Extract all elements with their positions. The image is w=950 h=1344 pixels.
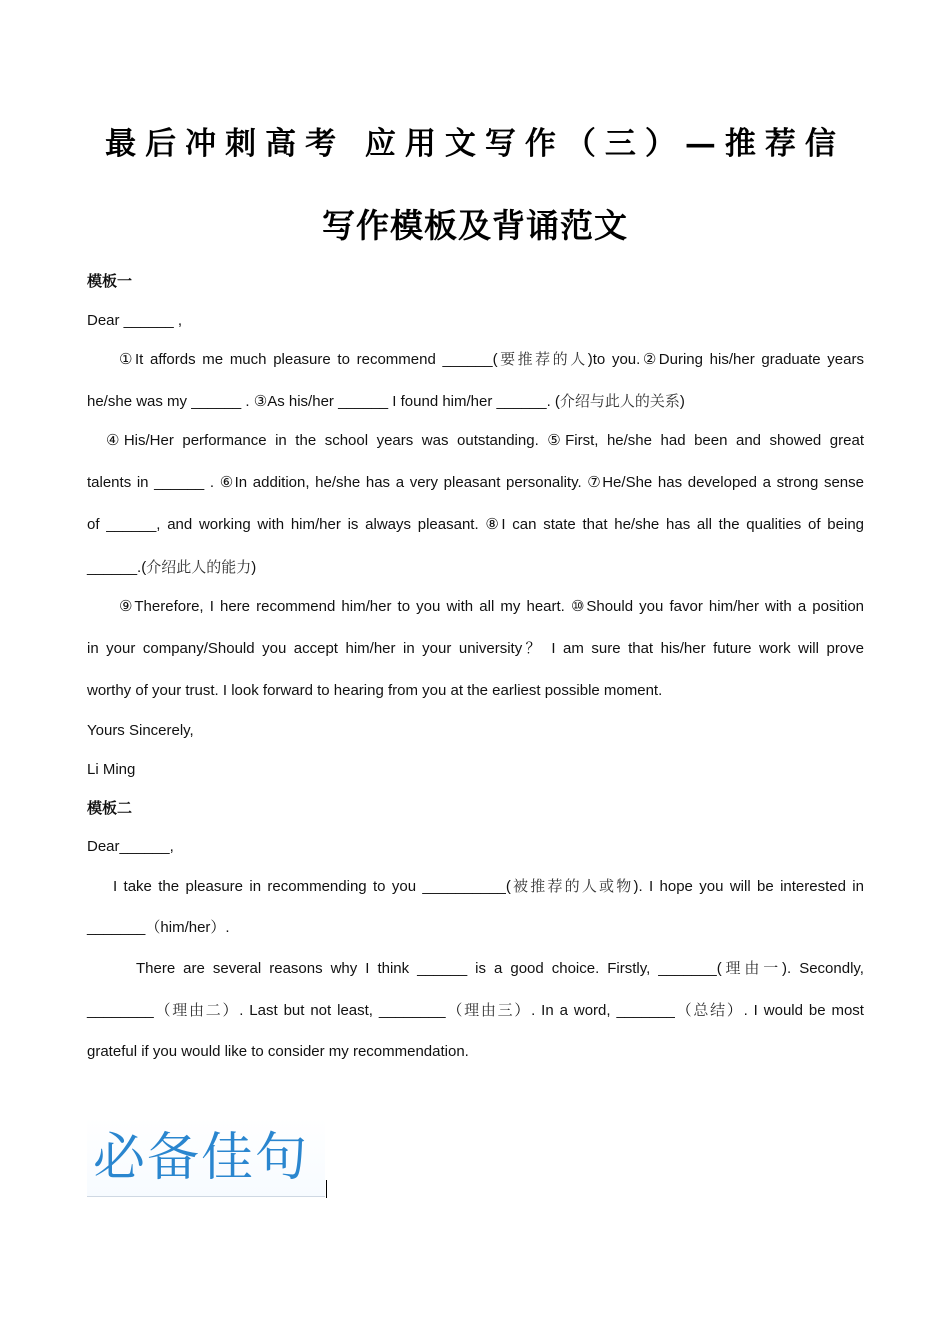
banner-text: 必备佳句 [93, 1128, 310, 1188]
template2-line: There are several reasons why I think ______ is a good choice. Firstly, _______(理由一). Secondly, [136, 959, 864, 977]
template1-line: in your company/Should you accept him/her in your university？ I am sure that his/her future work will prove [87, 640, 864, 657]
template1-line: talents in ______ . ⑥In addition, he/she has a very pleasant personality. ⑦He/She has developed a strong sense [87, 474, 864, 491]
template2-line: I take the pleasure in recommending to you __________(被推荐的人或物). I hope you will be interested in [113, 877, 864, 895]
template2-heading: 模板二 [87, 800, 133, 817]
document-title: 最后冲刺高考 应用文写作（三）—推荐信 [105, 126, 845, 162]
template2-line: ________（理由二）. Last but not least, ________（理由三）. In a word, _______（总结）. I would be most [87, 1001, 864, 1019]
template1-heading: 模板一 [87, 273, 133, 290]
template2-salutation: Dear______, [87, 838, 174, 855]
template1-line: ①It affords me much pleasure to recommend ______(要推荐的人)to you.②During his/her graduate years [119, 350, 864, 368]
template2-line: _______（him/her）. [87, 919, 230, 936]
template1-line: ______.(介绍此人的能力) [87, 558, 257, 576]
template1-line: ⑨Therefore, I here recommend him/her to you with all my heart. ⑩Should you favor him/her with a position [119, 598, 864, 615]
template1-salutation: Dear ______ , [87, 312, 183, 329]
document-subtitle: 写作模板及背诵范文 [322, 206, 628, 245]
template1-line: he/she was my ______ . ③As his/her ______ I found him/her ______. (介绍与此人的关系) [87, 392, 685, 410]
template1-closing: Yours Sincerely, [87, 722, 194, 739]
template1-line: of ______, and working with him/her is always pleasant. ⑧I can state that he/she has all the qualities of being [87, 516, 864, 533]
template1-signature: Li Ming [87, 761, 136, 778]
text-cursor [326, 1180, 327, 1198]
template1-line: worthy of your trust. I look forward to hearing from you at the earliest possible moment. [87, 682, 663, 699]
template1-line: ④His/Her performance in the school years was outstanding. ⑤First, he/she had been and showed great [106, 432, 864, 449]
banner-image [87, 1118, 325, 1197]
template2-line: grateful if you would like to consider my recommendation. [87, 1043, 469, 1060]
